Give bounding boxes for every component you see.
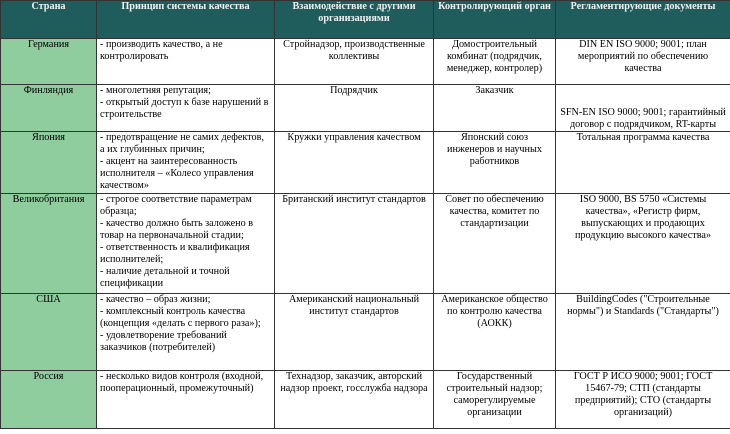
controller-cell: Государственный строительный надзор; саморегулируемые организации <box>434 371 556 429</box>
documents-cell: BuildingCodes ("Строительные нормы") и Standards ("Стандарты") <box>556 294 730 371</box>
country-cell: Германия <box>1 39 97 85</box>
documents-cell: DIN EN ISO 9000; 9001; план мероприятий по обеспечению качества <box>556 39 730 85</box>
country-cell: Россия <box>1 371 97 429</box>
documents-cell: SFN-EN ISO 9000; 9001; гарантийный договор с подрядчиком, RT-карты <box>556 85 730 132</box>
principle-line: - открытый доступ к базе нарушений в строительстве <box>100 97 269 120</box>
interaction-cell: Американский национальный институт стандартов <box>275 294 434 371</box>
table-row <box>1 132 730 194</box>
header-controller: Контролирующий орган <box>434 1 556 39</box>
controller-cell: Домостроительный комбинат (подрядчик, менеджер, контролер) <box>434 39 556 85</box>
principle-line: - предотвращение не самих дефектов, а их глубинных причин; <box>100 132 264 155</box>
principle-line: - строгое соответствие параметрам образца; <box>100 194 252 217</box>
header-documents: Регламентирующие документы <box>556 1 730 39</box>
interaction-cell: Стройнадзор, производственные коллективы <box>275 39 434 85</box>
controller-cell: Совет по обеспечению качества, комитет по стандартизации <box>434 194 556 294</box>
table-header-row <box>1 1 730 39</box>
header-country: Страна <box>1 1 97 39</box>
country-cell: Япония <box>1 132 97 194</box>
documents-cell: ГОСТ Р ИСО 9000; 9001; ГОСТ 15467-79; СТП (стандарты предприятий); СТО (стандарты организаций) <box>556 371 730 429</box>
header-principle: Принцип системы качества <box>97 1 275 39</box>
interaction-cell: Технадзор, заказчик, авторский надзор проект, госслужба надзора <box>275 371 434 429</box>
principle-line: - несколько видов контроля (входной, пооперационный, промежуточный) <box>100 371 264 394</box>
principle-line: - многолетняя репутация; <box>100 85 211 96</box>
country-cell: США <box>1 294 97 371</box>
documents-cell: ISO 9000, BS 5750 «Системы качества», «Регистр фирм, выпускающих и продающих продукцию высокого качества» <box>556 194 730 294</box>
documents-cell: Тотальная программа качества <box>556 132 730 194</box>
header-interaction: Взаимодействие с другими организациями <box>275 1 434 39</box>
principle-line: - наличие детальной и точной спецификации <box>100 266 230 289</box>
principle-line: - акцент на заинтересованность исполнителя – «Колесо управления качеством» <box>100 156 254 191</box>
controller-cell: Американское общество по контролю качества (АОКК) <box>434 294 556 371</box>
table-row <box>1 294 730 371</box>
table-row <box>1 39 730 85</box>
country-cell: Финляндия <box>1 85 97 132</box>
principle-cell <box>97 371 275 429</box>
principle-cell <box>97 132 275 194</box>
table-row <box>1 85 730 132</box>
principle-cell <box>97 194 275 294</box>
interaction-cell: Подрядчик <box>275 85 434 132</box>
interaction-cell: Кружки управления качеством <box>275 132 434 194</box>
interaction-cell: Британский институт стандартов <box>275 194 434 294</box>
principle-cell <box>97 39 275 85</box>
principle-line: - качество – образ жизни; <box>100 294 211 305</box>
table-row <box>1 194 730 294</box>
principle-line: - комплексный контроль качества (концепция «делать с первого раза»); <box>100 306 261 329</box>
principle-line: - качество должно быть заложено в товар на первоначальной стадии; <box>100 218 254 241</box>
principle-line: - производить качество, а не контролировать <box>100 39 223 62</box>
controller-cell: Японский союз инженеров и научных работников <box>434 132 556 194</box>
table-row <box>1 371 730 429</box>
country-cell: Великобритания <box>1 194 97 294</box>
controller-cell: Заказчик <box>434 85 556 132</box>
principle-cell <box>97 85 275 132</box>
principle-line: - удовлетворение требований заказчиков (потребителей) <box>100 330 227 353</box>
principle-cell <box>97 294 275 371</box>
principle-line: - ответственность и квалификация исполнителей; <box>100 242 250 265</box>
